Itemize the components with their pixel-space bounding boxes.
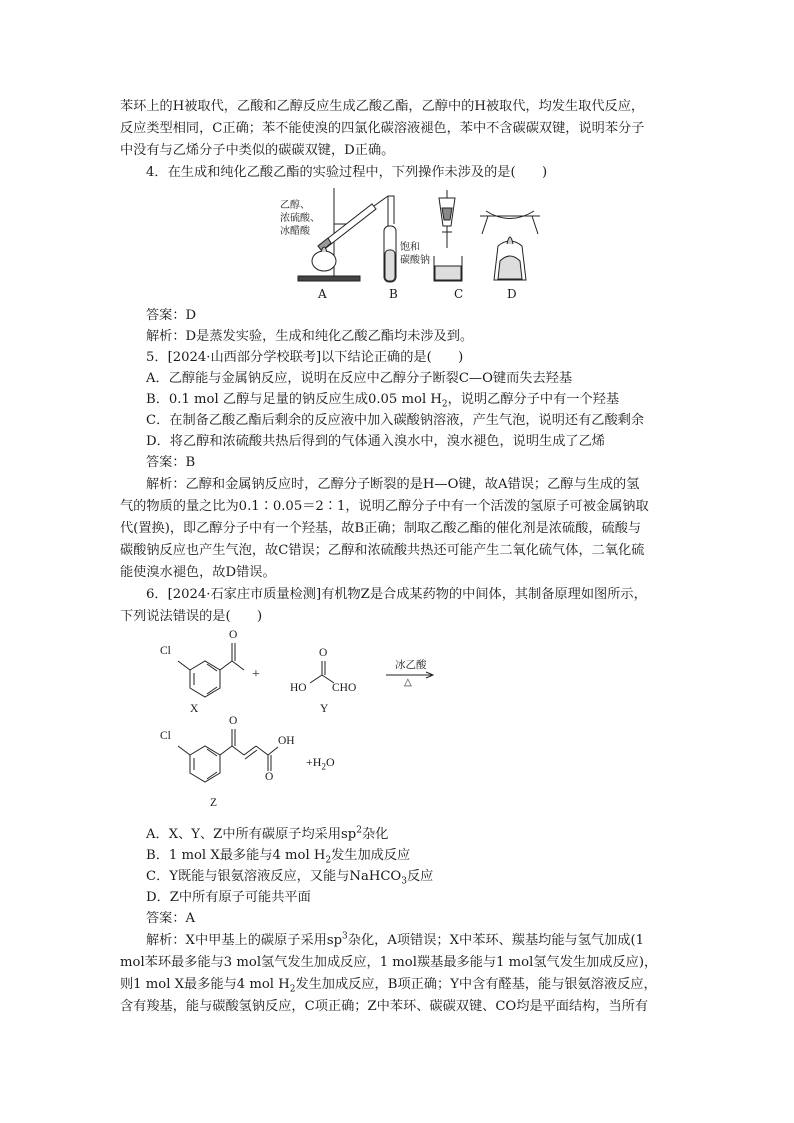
q6-option-b: B．1 mol X最多能与4 mol $H_2$发生加成反应 [146, 848, 411, 866]
y-hydroxyl: HO [290, 682, 307, 694]
q6-analysis-1: 解析：X中甲基上的碳原子采用$sp^3$杂化，A项错误；X中苯环、羰基均能与氢气加成(1 [146, 931, 644, 948]
q5-stem: 5．[2024·山西部分学校联考]以下结论正确的是( ) [146, 350, 464, 365]
q5-analysis-2: 气的物质的量之比为0.1∶0.05＝2∶1，说明乙醇分子中有一个活泼的氢原子可被金属钠取 [120, 499, 649, 514]
saturated-label: 饱和 [400, 242, 420, 253]
intro-line-1: 苯环上的H被取代，乙酸和乙醇反应生成乙酸乙酯，乙醇中的H被取代，均发生取代反应， [120, 99, 645, 114]
intro-line-2: 反应类型相同，C正确；苯不能使溴的四氯化碳溶液褪色，苯中不含碳碳双键，说明苯分子 [120, 121, 645, 136]
reaction-scheme-diagram [150, 625, 470, 815]
q6-analysis-3: 则1 mol X最多能与4 mol $H_2$发生加成反应，B项正确；Y中含有醛基，能与银氨溶液反应， [120, 977, 657, 995]
z-chlorine: Cl [160, 730, 171, 742]
q6-option-d: D．Z中所有原子可能共平面 [146, 890, 311, 905]
q4-apparatus-figure [276, 186, 546, 304]
apparatus-label-d: D [507, 287, 517, 301]
q4-analysis: 解析：D是蒸发实验，生成和纯化乙酸乙酯均未涉及到。 [146, 329, 474, 344]
x-chlorine: Cl [160, 645, 171, 657]
evaporating-dish [486, 211, 534, 219]
label-z: Z [210, 797, 218, 809]
label-y: Y [320, 703, 329, 715]
label-x: X [190, 703, 199, 715]
apparatus-label-c: C [454, 287, 464, 301]
delivery-tube-start [374, 196, 388, 206]
q5-analysis-5: 能使溴水褪色，故D错误。 [120, 565, 276, 580]
q4-answer: 答案：D [146, 308, 197, 323]
q6-answer: 答案：A [146, 911, 196, 926]
sodium-carbonate-label: 碳酸钠 [400, 255, 430, 266]
q5-analysis-4: 碳酸钠反应也产生气泡，故C错误；乙醇和浓硫酸共热还可能产生二氧化硫气体，二氧化硫 [120, 543, 645, 558]
q6-analysis-2: mol苯环最多能与3 mol氢气发生加成反应，1 mol羰基最多能与1 mol氢气发生加成反应)， [120, 955, 658, 970]
x-carbonyl-oxygen: O [229, 629, 238, 641]
apparatus-label-a: A [318, 287, 327, 301]
stand-base [298, 276, 360, 281]
q6-option-c: C．Y既能与银氨溶液反应，又能与NaHCO$_3$反应 [146, 869, 434, 887]
y-oxygen: O [319, 647, 328, 659]
reagent-label-1: 乙醇、 [280, 200, 310, 211]
q6-option-a: A．X、Y、Z中所有碳原子均采用$sp^2$杂化 [146, 825, 389, 842]
q5-option-b: B．0.1 mol 乙醇与足量的钠反应生成0.05 mol $H_2$，说明乙醇分子中有一个羟基 [146, 392, 620, 410]
q6-analysis-4: 含有羧基，能与碳酸氢钠反应，C项正确；Z中苯环、碳碳双键、CO均是平面结构，当所有 [120, 999, 649, 1014]
water-product: $+H_2O$ [306, 755, 335, 772]
z-ketone-oxygen: O [229, 715, 238, 727]
q5-answer: 答案：B [146, 455, 196, 470]
q6-stem-2: 下列说法错误的是( ) [120, 609, 263, 624]
q5-analysis-3: 代(置换)，即乙醇分子中有一个羟基，故B正确；制取乙酸乙酯的催化剂是浓硫酸，硫酸与 [120, 521, 642, 536]
q5-option-a: A．乙醇能与金属钠反应，说明在反应中乙醇分子断裂C—O键而失去羟基 [146, 371, 573, 386]
q5-analysis-1: 解析：乙醇和金属钠反应时，乙醇分子断裂的是H—O键，故A错误；乙醇与生成的氢 [146, 477, 640, 492]
intro-line-3: 中没有与乙烯分子中类似的碳碳双键，D正确。 [120, 143, 395, 158]
q4-stem: 4．在生成和纯化乙酸乙酯的实验过程中，下列操作未涉及的是( ) [146, 165, 548, 180]
plus-sign-1: + [252, 667, 260, 682]
reagent-label-2: 浓硫酸、 [280, 213, 320, 224]
z-carboxyl-oxygen: O [265, 771, 274, 783]
y-aldehyde: CHO [332, 682, 357, 694]
reagent-glacial-acetic-acid: 冰乙酸 [395, 659, 427, 671]
heat-symbol: △ [404, 677, 412, 688]
q6-reaction-scheme [150, 625, 470, 815]
reagent-label-3: 冰醋酸 [280, 226, 310, 237]
z-hydroxyl: OH [278, 735, 295, 747]
alcohol-lamp [312, 251, 336, 271]
apparatus-label-b: B [389, 287, 398, 301]
q5-option-c: C．在制备乙酸乙酯后剩余的反应液中加入碳酸钠溶液，产生气泡，说明还有乙酸剩余 [146, 413, 645, 428]
c-cl-bond-x [178, 661, 190, 670]
q5-option-d: D．将乙醇和浓硫酸共热后得到的气体通入溴水中，溴水褪色，说明生成了乙烯 [146, 434, 605, 449]
q6-stem-1: 6．[2024·石家庄市质量检测]有机物Z是合成某药物的中间体，其制备原理如图所示， [146, 587, 647, 602]
